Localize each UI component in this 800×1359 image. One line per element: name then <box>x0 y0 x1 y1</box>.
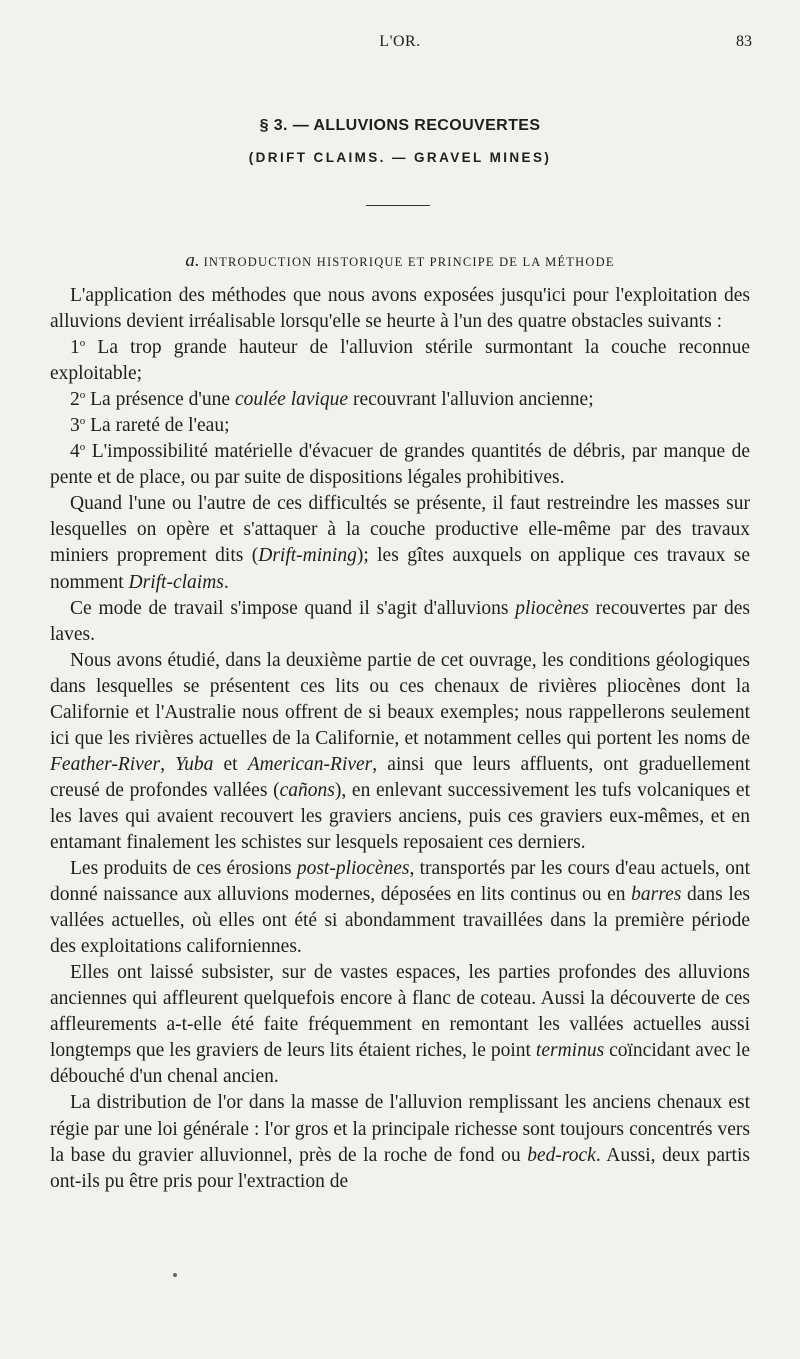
paragraph-california <box>50 648 750 856</box>
subsection-title-text: INTRODUCTION HISTORIQUE ET PRINCIPE DE LA MÉTHODE <box>203 255 615 269</box>
list-item-3-text: La rareté de l'eau; <box>85 415 230 437</box>
list-item-2 <box>50 387 750 413</box>
text-run: . <box>223 571 229 593</box>
text-run: , <box>160 753 176 775</box>
term-yuba: Yuba <box>175 753 214 775</box>
page-number: 83 <box>736 33 752 50</box>
text-run: ); les gîtes auxquels on applique ces travaux se nomment <box>50 545 750 593</box>
text-run: . Aussi, deux partis ont-ils pu être pris pour l'extraction de <box>50 1144 750 1192</box>
text-run: recouvertes par des laves. <box>50 597 750 645</box>
text-run: Quand l'une ou l'autre de ces difficultés se présente, il faut restreindre les masses sur lesquelles on opère et s'attaquer à la couche productive elle-même par des travaux miniers proprement dits ( <box>50 493 750 567</box>
paragraph-distribution <box>50 1090 750 1194</box>
term-pliocenes: pliocènes <box>515 597 589 619</box>
term-american-river: American-River <box>247 753 373 775</box>
list-item-2-ordinal: o <box>79 389 86 402</box>
text-run: Ce mode de travail s'impose quand il s'agit d'alluvions <box>70 597 516 619</box>
text-run: Nous avons étudié, dans la deuxième partie de cet ouvrage, les conditions géologiques dans lesquelles se présentent ces lits ou ces chenaux de rivières pliocènes dont la Californie et l'Australie nous offrent de si beaux exemples; nous rappellerons seulement ici que les rivières actuelles de la Californie, et notamment celles qui portent les noms de <box>50 649 750 749</box>
text-run: , transportés par les cours d'eau actuels, ont donné naissance aux alluvions modernes, déposées en lits continus ou en <box>50 858 750 906</box>
list-item-2-text-end: recouvrant l'alluvion ancienne; <box>348 389 594 411</box>
section-subheading: (DRIFT CLAIMS. — GRAVEL MINES) <box>248 150 552 165</box>
section-heading: § 3. — ALLUVIONS RECOUVERTES <box>259 117 541 134</box>
list-item-3-number: 3 <box>70 415 80 437</box>
term-drift-mining: Drift-mining <box>258 545 357 567</box>
paragraph-erosions <box>50 856 750 960</box>
list-item-4-number: 4 <box>70 441 80 463</box>
list-item-4-ordinal: o <box>79 441 86 454</box>
list-item-3 <box>50 413 750 439</box>
text-run: ), en enlevant successivement les tufs volcaniques et les laves qui avaient recouvert les graviers anciens, puis ces graviers eux-mêmes, et en entamant finalement les schistes sur lesquels reposaient ces derniers. <box>50 779 750 853</box>
subsection-letter: a. <box>185 250 200 271</box>
paragraph-drift-mining <box>50 491 750 595</box>
term-bed-rock: bed-rock <box>527 1144 596 1166</box>
term-post-pliocenes: post-pliocènes <box>296 858 410 880</box>
term-terminus: terminus <box>535 1040 605 1062</box>
list-item-1-text: La trop grande hauteur de l'alluvion stérile surmontant la couche reconnue exploitable; <box>50 337 750 385</box>
list-item-4 <box>50 439 750 491</box>
subsection-title <box>0 250 800 272</box>
section-divider-rule <box>366 205 430 206</box>
paragraph-pliocene <box>50 596 750 648</box>
list-item-4-text: L'impossibilité matérielle d'évacuer de grandes quantités de débris, par manque de pente et de place, ou par suite de dispositions légales prohibitives. <box>50 441 750 489</box>
paragraph-intro: L'application des méthodes que nous avons exposées jusqu'ici pour l'exploitation des alluvions devient irréalisable lorsqu'elle se heurte à l'un des quatre obstacles suivants : <box>50 285 750 333</box>
list-item-1-number: 1 <box>70 337 80 359</box>
list-item-2-emphasis: coulée lavique <box>234 389 349 411</box>
term-canons: cañons <box>279 779 335 801</box>
text-run: et <box>213 753 248 775</box>
paragraph-affleurements <box>50 960 750 1090</box>
list-item-2-number: 2 <box>70 389 80 411</box>
list-item-1-ordinal: o <box>79 337 86 350</box>
list-item-2-text: La présence d'une <box>85 389 235 411</box>
text-run: dans les vallées actuelles, où elles ont été si abondamment travaillées dans la première période des exploitations californiennes. <box>50 884 750 958</box>
text-run: Elles ont laissé subsister, sur de vastes espaces, les parties profondes des alluvions anciennes qui affleurent quelquefois encore à flanc de coteau. Aussi la découverte de ces affleurements a-t-elle été faite fréquemment en remontant les vallées actuelles aussi longtemps que les graviers de leurs lits étaient riches, le point <box>50 962 750 1062</box>
running-header-title: L'OR. <box>379 33 421 50</box>
text-run: Les produits de ces érosions <box>70 858 297 880</box>
text-run: , ainsi que leurs affluents, ont graduellement creusé de profondes vallées ( <box>50 753 751 801</box>
print-speck <box>173 1273 177 1277</box>
term-drift-claims: Drift-claims <box>128 571 224 593</box>
term-feather-river: Feather-River <box>50 753 161 775</box>
list-item-1 <box>50 335 750 387</box>
list-item-3-ordinal: o <box>79 415 86 428</box>
term-barres: barres <box>631 884 682 906</box>
text-run: coïncidant avec le débouché d'un chenal ancien. <box>50 1040 750 1088</box>
body-text <box>50 283 750 1195</box>
text-run: La distribution de l'or dans la masse de l'alluvion remplissant les anciens chenaux est régie par une loi générale : l'or gros et la principale richesse sont toujours concentrés vers la base du gravier alluvionnel, près de la roche de fond ou <box>50 1092 750 1166</box>
